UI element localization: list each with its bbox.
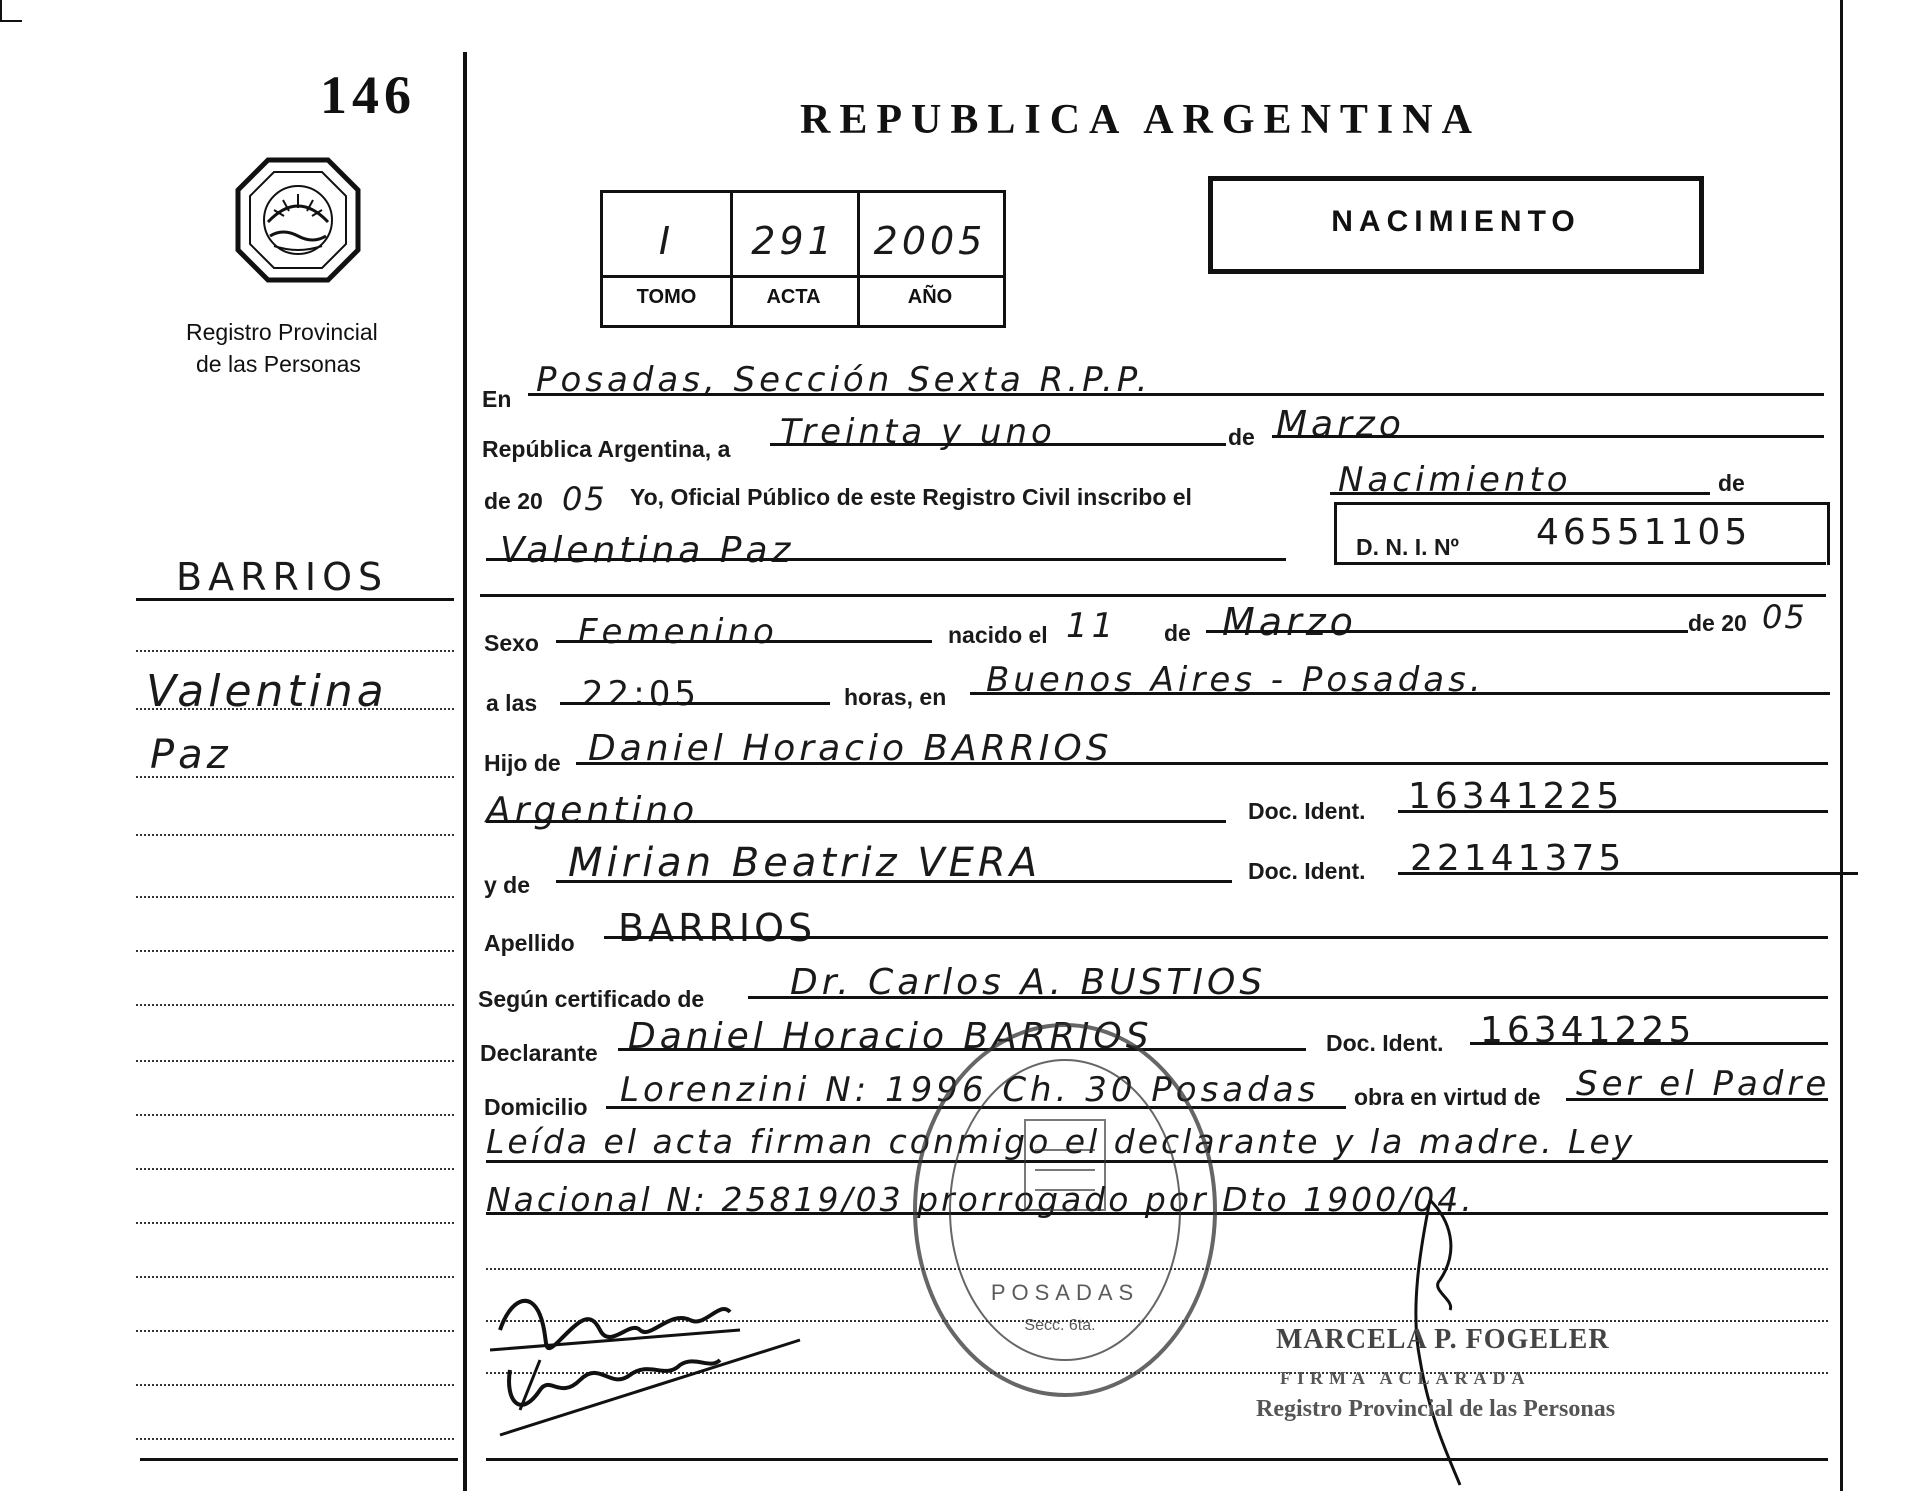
margin-line — [136, 1004, 454, 1006]
margin-line — [136, 1222, 454, 1224]
label-doc-ident-1: Doc. Ident. — [1248, 798, 1366, 824]
country-title: REPUBLICA ARGENTINA — [800, 97, 1481, 143]
margin-line — [136, 1384, 454, 1386]
label-yo-oficial: Yo, Oficial Público de este Registro Civil inscribo el — [630, 484, 1192, 510]
record-number: 146 — [320, 65, 416, 125]
line-place — [528, 393, 1824, 396]
officer-role: FIRMA ACLARADA — [1280, 1368, 1531, 1388]
tomo-value: I — [658, 219, 675, 263]
field-father-name: Daniel Horacio BARRIOS — [588, 728, 1113, 769]
field-birth-time: 22:05 — [582, 674, 700, 714]
margin-line — [136, 1060, 454, 1062]
line-declarant-doc — [1470, 1042, 1828, 1045]
margin-line — [136, 650, 454, 652]
field-day-words: Treinta y uno — [780, 412, 1056, 452]
tomo-label: TOMO — [636, 286, 697, 308]
field-mother-doc: 22141375 — [1410, 838, 1626, 879]
label-de-20-b: de 20 — [1688, 610, 1747, 636]
line-birth-time — [560, 702, 830, 705]
label-declarante: Declarante — [480, 1040, 598, 1066]
label-horas-en: horas, en — [844, 684, 947, 710]
record-table — [600, 190, 1006, 328]
line-birth-month — [1206, 630, 1688, 633]
line-month — [1272, 435, 1824, 438]
field-mother-name: Mirian Beatriz VERA — [568, 840, 1042, 886]
registry-name-line1: Registro Provincial — [186, 319, 378, 345]
line-dni — [1334, 562, 1826, 565]
registry-name-line2: de las Personas — [196, 351, 361, 377]
field-note-line2: Nacional N: 25819/03 prorrogado por Dto 1900/04. — [486, 1180, 1475, 1219]
margin-divider — [463, 52, 467, 1491]
margin-given-name-1: Valentina — [146, 666, 388, 717]
line-birth-place — [970, 692, 1830, 695]
label-hijo-de: Hijo de — [484, 750, 561, 776]
field-child-name: Valentina Paz — [500, 530, 795, 571]
line-mother-doc — [1398, 872, 1858, 875]
scan-border-left — [0, 0, 2, 22]
label-de-end: de — [1718, 470, 1745, 496]
field-act-type: Nacimiento — [1338, 460, 1572, 500]
line-sex — [556, 640, 932, 643]
label-sexo: Sexo — [484, 630, 539, 656]
margin-line — [136, 1438, 454, 1440]
label-y-de: y de — [484, 872, 531, 898]
official-stamp — [900, 1000, 1230, 1410]
acta-value: 291 — [751, 219, 836, 263]
line-mother-name — [556, 880, 1232, 883]
margin-line — [136, 950, 454, 952]
line-certificate — [748, 996, 1828, 999]
acta-cell — [730, 193, 860, 325]
field-declarant-name: Daniel Horacio BARRIOS — [628, 1016, 1153, 1057]
margin-given-name-2: Paz — [150, 732, 232, 778]
table-divider — [603, 275, 1003, 278]
label-segun: Según certificado de — [478, 986, 705, 1012]
field-address: Lorenzini N: 1996 Ch. 30 Posadas — [620, 1070, 1320, 1110]
ano-label: AÑO — [907, 286, 953, 308]
label-republica: República Argentina, a — [482, 436, 731, 462]
margin-line — [136, 896, 454, 898]
field-birth-place: Buenos Aires - Posadas. — [986, 660, 1485, 700]
field-year-suffix: 05 — [562, 480, 607, 518]
field-note-line1: Leída el acta firman conmigo el declarante y la madre. Ley — [486, 1122, 1636, 1161]
line-father-doc — [1398, 810, 1828, 813]
label-nacido-el: nacido el — [948, 622, 1048, 648]
field-month: Marzo — [1276, 404, 1405, 445]
line-row4-full — [480, 594, 1826, 597]
page-right-edge — [1840, 0, 1843, 1491]
margin-line — [136, 1330, 454, 1332]
field-place: Posadas, Sección Sexta R.P.P. — [536, 360, 1152, 400]
document-type: NACIMIENTO — [1331, 205, 1581, 238]
ano-cell — [857, 193, 1006, 325]
field-birth-month: Marzo — [1222, 600, 1357, 644]
label-obra: obra en virtud de — [1354, 1084, 1541, 1110]
field-sex: Femenino — [578, 612, 778, 652]
margin-line — [136, 834, 454, 836]
field-surname: BARRIOS — [618, 906, 817, 950]
province-seal — [228, 150, 368, 290]
label-doc-ident-3: Doc. Ident. — [1326, 1030, 1444, 1056]
field-certificate-by: Dr. Carlos A. BUSTIOS — [790, 962, 1267, 1003]
label-domicilio: Domicilio — [484, 1094, 588, 1120]
officer-name: MARCELA P. FOGELER — [1276, 1324, 1610, 1355]
field-father-nationality: Argentino — [486, 790, 699, 831]
acta-label: ACTA — [766, 286, 821, 308]
line-father-name — [576, 762, 1828, 765]
line-day — [770, 443, 1226, 446]
officer-registry: Registro Provincial de las Personas — [1256, 1396, 1616, 1422]
label-apellido: Apellido — [484, 930, 575, 956]
field-father-doc: 16341225 — [1408, 776, 1624, 817]
declarant-signature — [480, 1260, 810, 1440]
line-in-virtue-of — [1566, 1098, 1828, 1101]
line-act-type — [1330, 492, 1710, 495]
stamp-sub: Secc. 6ta. — [1024, 1317, 1096, 1334]
tomo-cell — [603, 193, 733, 325]
scan-border-top — [0, 20, 22, 22]
margin-surname: BARRIOS — [176, 555, 389, 599]
label-en: En — [482, 386, 512, 412]
label-dni: D. N. I. Nº — [1356, 534, 1459, 560]
bottom-line — [486, 1458, 1828, 1461]
label-de-20: de 20 — [484, 488, 543, 514]
margin-line — [136, 1114, 454, 1116]
label-de-day: de — [1164, 620, 1191, 646]
line-father-nationality — [486, 820, 1226, 823]
field-birth-day: 11 — [1066, 606, 1118, 646]
field-declarant-doc: 16341225 — [1480, 1010, 1696, 1051]
stamp-city: POSADAS — [990, 1280, 1140, 1305]
margin-bottom-line — [140, 1458, 458, 1461]
margin-line — [136, 1168, 454, 1170]
label-a-las: a las — [486, 690, 538, 716]
margin-line — [136, 1276, 454, 1278]
label-doc-ident-2: Doc. Ident. — [1248, 858, 1366, 884]
line-surname — [604, 936, 1828, 939]
document-type-box — [1208, 176, 1704, 274]
field-birth-year: 05 — [1762, 598, 1807, 636]
field-in-virtue-of: Ser el Padre — [1576, 1064, 1831, 1104]
label-de-month: de — [1228, 424, 1255, 450]
ano-value: 2005 — [873, 219, 987, 263]
line-child-name — [486, 558, 1286, 561]
field-dni: 46551105 — [1536, 512, 1752, 553]
